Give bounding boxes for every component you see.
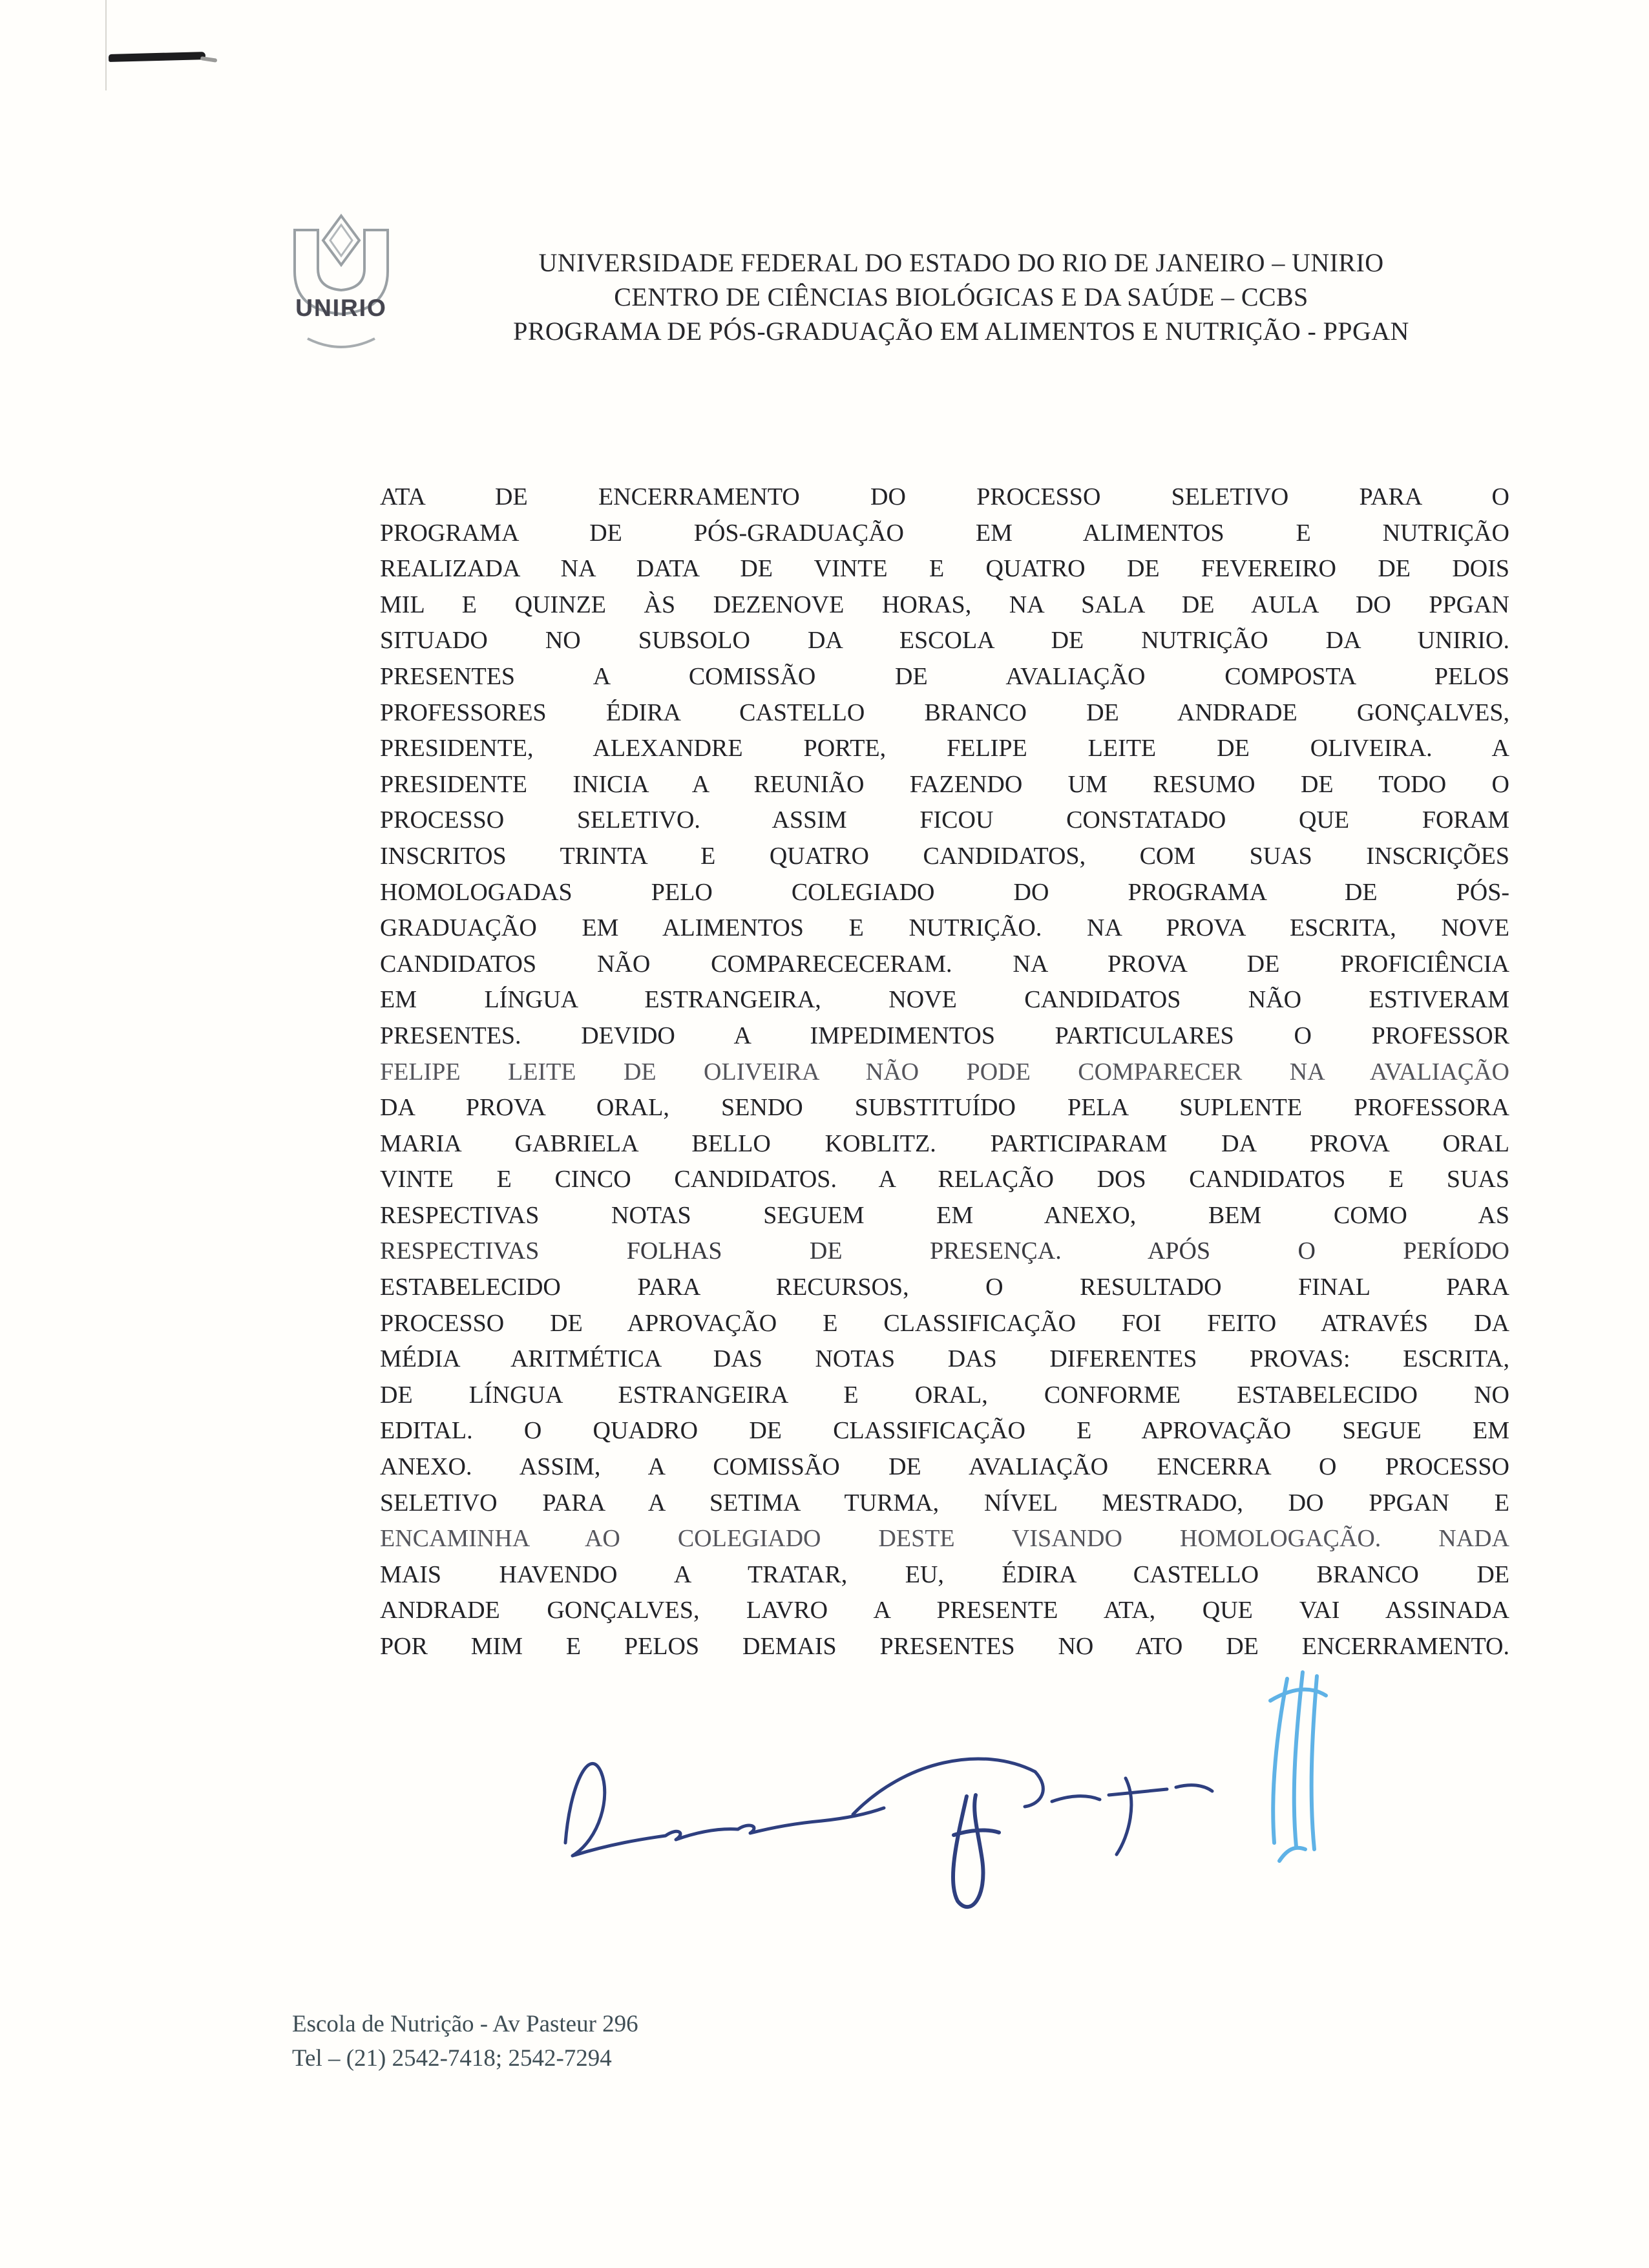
- ata-body-line: MARIA GABRIELA BELLO KOBLITZ. PARTICIPARAM DA PROVA ORAL: [380, 1129, 1509, 1157]
- signatures-area: [504, 1641, 1422, 1919]
- ata-body-line: RESPECTIVAS NOTAS SEGUEM EM ANEXO, BEM COMO AS: [380, 1201, 1509, 1229]
- document-footer: [292, 2007, 638, 2075]
- ata-body-line: INSCRITOS TRINTA E QUATRO CANDIDATOS, COM SUAS INSCRIÇÕES: [380, 842, 1509, 870]
- ata-body-line: GRADUAÇÃO EM ALIMENTOS E NUTRIÇÃO. NA PROVA ESCRITA, NOVE: [380, 914, 1509, 942]
- header-line: PROGRAMA DE PÓS-GRADUAÇÃO EM ALIMENTOS E NUTRIÇÃO - PPGAN: [513, 317, 1409, 346]
- ata-body-line: REALIZADA NA DATA DE VINTE E QUATRO DE FEVEREIRO DE DOIS: [380, 555, 1509, 583]
- ata-body-line: DA PROVA ORAL, SENDO SUBSTITUÍDO PELA SUPLENTE PROFESSORA: [380, 1094, 1509, 1122]
- ink-smudge-mark: [109, 52, 205, 62]
- ata-body-line: MÉDIA ARITMÉTICA DAS NOTAS DAS DIFERENTES PROVAS: ESCRITA,: [380, 1345, 1509, 1373]
- ata-body-line: RESPECTIVAS FOLHAS DE PRESENÇA. APÓS O PERÍODO: [380, 1237, 1509, 1265]
- ata-body-line: MAIS HAVENDO A TRATAR, EU, ÉDIRA CASTELLO BRANCO DE: [380, 1560, 1509, 1588]
- ata-body-line: ENCAMINHA AO COLEGIADO DESTE VISANDO HOMOLOGAÇÃO. NADA: [380, 1525, 1509, 1553]
- ata-body-line: PROFESSORES ÉDIRA CASTELLO BRANCO DE ANDRADE GONÇALVES,: [380, 698, 1509, 726]
- header-line: CENTRO DE CIÊNCIAS BIOLÓGICAS E DA SAÚDE – CCBS: [614, 282, 1308, 311]
- ata-body-line: PRESENTES. DEVIDO A IMPEDIMENTOS PARTICULARES O PROFESSOR: [380, 1022, 1509, 1049]
- signature-paraph-loop: [953, 1795, 999, 1907]
- ata-body-line: SELETIVO PARA A SETIMA TURMA, NÍVEL MESTRADO, DO PPGAN E: [380, 1489, 1509, 1517]
- signature-alexandre-stroke: [565, 1763, 884, 1856]
- document-header: [278, 212, 1548, 361]
- ata-body-text: [380, 479, 1509, 1665]
- ata-body-line: PROGRAMA DE PÓS-GRADUAÇÃO EM ALIMENTOS E NUTRIÇÃO: [380, 519, 1509, 547]
- footer-phone: Tel – (21) 2542-7418; 2542-7294: [292, 2045, 612, 2072]
- ata-body-line: DE LÍNGUA ESTRANGEIRA E ORAL, CONFORME ESTABELECIDO NO: [380, 1381, 1509, 1409]
- ata-body-line: EM LÍNGUA ESTRANGEIRA, NOVE CANDIDATOS NÃO ESTIVERAM: [380, 986, 1509, 1014]
- ata-body-line: ANDRADE GONÇALVES, LAVRO A PRESENTE ATA, QUE VAI ASSINADA: [380, 1597, 1509, 1624]
- ata-body-line: POR MIM E PELOS DEMAIS PRESENTES NO ATO DE ENCERRAMENTO.: [380, 1633, 1509, 1660]
- ata-body-line: HOMOLOGADAS PELO COLEGIADO DO PROGRAMA DE PÓS-: [380, 878, 1509, 906]
- ata-body-line: VINTE E CINCO CANDIDATOS. A RELAÇÃO DOS CANDIDATOS E SUAS: [380, 1166, 1509, 1193]
- ata-body-line: ANEXO. ASSIM, A COMISSÃO DE AVALIAÇÃO ENCERRA O PROCESSO: [380, 1453, 1509, 1481]
- unirio-logo-text: UNIRIO: [295, 295, 387, 321]
- header-line: UNIVERSIDADE FEDERAL DO ESTADO DO RIO DE JANEIRO – UNIRIO: [538, 248, 1384, 277]
- ata-body-line: PRESIDENTE INICIA A REUNIÃO FAZENDO UM RESUMO DE TODO O: [380, 770, 1509, 798]
- footer-address: Escola de Nutrição - Av Pasteur 296: [292, 2011, 638, 2037]
- signature-lightblue-scribble: [1270, 1672, 1326, 1861]
- ata-body-line: FELIPE LEITE DE OLIVEIRA NÃO PODE COMPARECER NA AVALIAÇÃO: [380, 1058, 1509, 1086]
- ata-body-line: MIL E QUINZE ÀS DEZENOVE HORAS, NA SALA DE AULA DO PPGAN: [380, 591, 1509, 618]
- ata-body-line: ESTABELECIDO PARA RECURSOS, O RESULTADO FINAL PARA: [380, 1274, 1509, 1301]
- ata-body-line: PROCESSO DE APROVAÇÃO E CLASSIFICAÇÃO FOI FEITO ATRAVÉS DA: [380, 1309, 1509, 1337]
- signature-porte-stroke: [853, 1759, 1212, 1854]
- ata-body-line: PROCESSO SELETIVO. ASSIM FICOU CONSTATADO QUE FORAM: [380, 806, 1509, 834]
- header-title-lines: [375, 246, 1548, 348]
- ata-body-line: CANDIDATOS NÃO COMPARECECERAM. NA PROVA DE PROFICIÊNCIA: [380, 950, 1509, 978]
- ata-body-line: ATA DE ENCERRAMENTO DO PROCESSO SELETIVO PARA O: [380, 483, 1509, 510]
- scan-edge-artifact: [105, 0, 107, 90]
- ata-body-line: PRESIDENTE, ALEXANDRE PORTE, FELIPE LEITE DE OLIVEIRA. A: [380, 735, 1509, 762]
- ata-body-line: PRESENTES A COMISSÃO DE AVALIAÇÃO COMPOSTA PELOS: [380, 662, 1509, 690]
- ata-body-line: SITUADO NO SUBSOLO DA ESCOLA DE NUTRIÇÃO DA UNIRIO.: [380, 627, 1509, 655]
- ata-body-line: EDITAL. O QUADRO DE CLASSIFICAÇÃO E APROVAÇÃO SEGUE EM: [380, 1417, 1509, 1445]
